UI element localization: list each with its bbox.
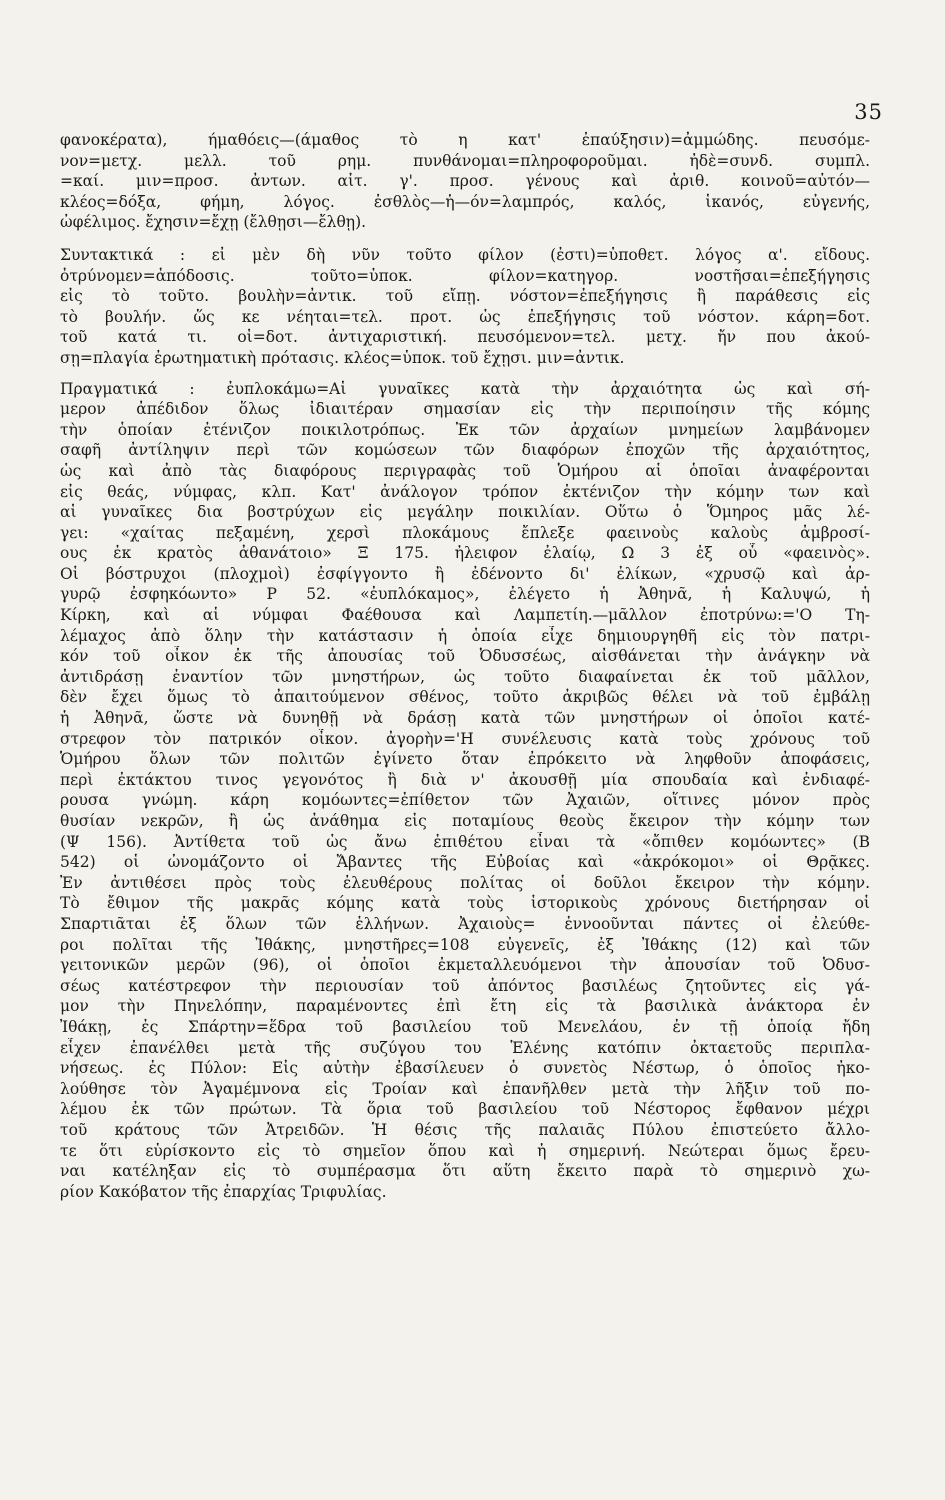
syntax-section (60, 245, 870, 369)
text-line: ροι πολῖται τῆς Ἰθάκης, μνηστῆρες=108 εὐγενεῖς, ἐξ Ἰθάκης (12) καὶ τῶν (60, 935, 870, 954)
text-line: γειτονικῶν μερῶν (96), οἱ ὁποῖοι ἐκμεταλλευόμενοι τὴν ἀπουσίαν τοῦ Ὀδυσ- (60, 956, 870, 975)
text-line: ὀτρύνομεν=ἀπόδοσις. τοῦτο=ὑποκ. φίλον=κατηγορ. νοστῆσαι=ἐπεξήγησις (60, 266, 870, 285)
text-line: φανοκέρατα), ήμαθόεις—(άμαθος τὸ η κατ' ἐπαύξησιν)=ἀμμώδης. πευσόμε- (60, 131, 870, 149)
text-line: εἶχεν ἐπανέλθει μετὰ τῆς συζύγου του Ἑλένης κατόπιν ὀκταετοῦς περιπλα- (60, 1038, 870, 1057)
text-line: Ἰθάκῃ, ἐς Σπάρτην=ἕδρα τοῦ βασιλείου τοῦ Μενελάου, ἐν τῇ ὁποίᾳ ἤδη (60, 1017, 870, 1036)
text-line: ἀντιδράσῃ ἐναντίον τῶν μνηστήρων, ὡς τοῦτο διαφαίνεται ἐκ τοῦ μᾶλλον, (60, 667, 870, 686)
text-line: θυσίαν νεκρῶν, ἢ ὡς ἀνάθημα εἰς ποταμίους θεοὺς ἔκειρον τὴν κόμην των (60, 812, 870, 830)
vocabulary-section (60, 130, 870, 233)
realia-section (60, 379, 870, 1203)
text-line: γυρῷ ἐσφηκόωντο» Ρ 52. «ἐυπλόκαμος», ἐλέγετο ἡ Ἀθηνᾶ, ἡ Καλυψώ, ἡ (60, 585, 870, 604)
text-line: γει: «χαίτας πεξαμένη, χερσὶ πλοκάμους ἔπλεξε φαεινοὺς καλοὺς ἀμβροσί- (60, 523, 870, 542)
text-line: τὸ βουλήν. ὥς κε νέηται=τελ. προτ. ὡς ἐπεξήγησις τοῦ νόστον. κάρη=δοτ. (60, 307, 870, 326)
text-line: αἱ γυναῖκες δια βοστρύχων εἰς μεγάλην ποικιλίαν. Οὕτω ὁ Ὅμηρος μᾶς λέ- (60, 503, 870, 522)
text-line: τοῦ κράτους τῶν Ἀτρειδῶν. Ἡ θέσις τῆς παλαιᾶς Πύλου ἐπιστεύετο ἄλλο- (60, 1120, 870, 1139)
text-line: ἡ Ἀθηνᾶ, ὥστε νὰ δυνηθῇ νὰ δράσῃ κατὰ τῶν μνηστήρων οἱ ὁποῖοι κατέ- (60, 709, 870, 728)
text-line: εἰς τὸ τοῦτο. βουλὴν=ἀντικ. τοῦ εἴπῃ. νόστον=ἐπεξήγησις ἢ παράθεσις εἰς (60, 287, 870, 306)
text-line: Συντακτικά : εἰ μὲν δὴ νῦν τοῦτο φίλον (ἐστι)=ὑποθετ. λόγος α'. εἴδους. (60, 245, 870, 264)
text-line: περὶ ἐκτάκτου τινος γεγονότος ἢ διὰ ν' ἀκουσθῇ μία σπουδαία καὶ ἐνδιαφέ- (60, 770, 870, 789)
text-line: νήσεως. ἐς Πύλον: Εἰς αὐτὴν ἐβασίλευεν ὁ συνετὸς Νέστωρ, ὁ ὁποῖος ἠκο- (60, 1059, 870, 1078)
text-line: Πραγματικά : ἐυπλοκάμω=Αἱ γυναῖκες κατὰ τὴν ἀρχαιότητα ὡς καὶ σή- (60, 379, 870, 398)
text-line: λούθησε τὸν Ἀγαμέμνονα εἰς Τροίαν καὶ ἐπανῆλθεν μετὰ τὴν λῆξιν τοῦ πο- (60, 1079, 870, 1098)
text-line: στρεφον τὸν πατρικόν οἶκον. ἀγορὴν='Η συνέλευσις κατὰ τοὺς χρόνους τοῦ (60, 729, 870, 748)
text-line: ὡς καὶ ἀπὸ τὰς διαφόρους περιγραφὰς τοῦ Ὁμήρου αἱ ὁποῖαι ἀναφέρονται (60, 461, 870, 480)
text-line: Τὸ ἔθιμον τῆς μακρᾶς κόμης κατὰ τοὺς ἱστορικοὺς χρόνους διετήρησαν οἱ (60, 894, 870, 913)
text-line: Ὁμήρου ὅλων τῶν πολιτῶν ἐγίνετο ὅταν ἐπρόκειτο νὰ ληφθοῦν ἀποφάσεις, (60, 750, 870, 769)
text-line: κόν τοῦ οἶκον ἐκ τῆς ἀπουσίας τοῦ Ὀδυσσέως, αἰσθάνεται τὴν ἀνάγκην νὰ (60, 647, 870, 666)
text-line: κλέος=δόξα, φήμη, λόγος. ἐσθλὸς—ἡ—όν=λαμπρός, καλός, ἱκανός, εὐγενής, (60, 192, 870, 211)
text-line: ναι κατέληξαν εἰς τὸ συμπέρασμα ὅτι αὕτη ἔκειτο παρὰ τὸ σημερινὸ χω- (60, 1162, 870, 1181)
text-line: 542) οἱ ὠνομάζοντο οἱ Ἄβαντες τῆς Εὐβοίας καὶ «ἀκρόκομοι» οἱ Θρᾷκες. (60, 853, 870, 872)
text-line: Ἐν ἀντιθέσει πρὸς τοὺς ἐλευθέρους πολίτας οἱ δοῦλοι ἔκειρον τὴν κόμην. (60, 873, 870, 892)
text-line: τὴν ὁποίαν ἐτένιζον ποικιλοτρόπως. Ἐκ τῶν ἀρχαίων μνημείων λαμβάνομεν (60, 420, 870, 439)
text-line: (Ψ 156). Ἀντίθετα τοῦ ὡς ἄνω ἐπιθέτου εἶναι τὰ «ὄπιθεν κομόωντες» (Β (60, 832, 870, 851)
text-line: σαφῆ ἀντίληψιν περὶ τῶν κομώσεων τῶν διαφόρων ἐποχῶν τῆς ἀρχαιότητος, (60, 441, 870, 460)
text-line: εἰς θεάς, νύμφας, κλπ. Κατ' ἀνάλογον τρόπον ἐκτένιζον τὴν κόμην των καὶ (60, 482, 870, 501)
text-line: Οἱ βόστρυχοι (πλοχμοὶ) ἐσφίγγοντο ἢ ἐδένοντο δι' ἐλίκων, «χρυσῷ καὶ ἀρ- (60, 564, 870, 583)
text-line: σέως κατέστρεφον τὴν περιουσίαν τοῦ ἀπόντος βασιλέως ζητοῦντες εἰς γά- (60, 976, 870, 995)
page-number: 35 (854, 100, 883, 124)
text-line: ρίον Κακόβατον τῆς ἐπαρχίας Τριφυλίας. (60, 1182, 387, 1201)
text-line: Κίρκη, καὶ αἱ νύμφαι Φαέθουσα καὶ Λαμπετίη.—μᾶλλον ἐποτρύνω:='Ο Τη- (60, 606, 870, 625)
text-line: μερον ἀπέδιδον ὅλως ἰδιαιτέραν σημασίαν εἰς τὴν περιποίησιν τῆς κόμης (60, 400, 870, 419)
text-line: μον τὴν Πηνελόπην, παραμένοντες ἐπὶ ἔτη εἰς τὰ βασιλικὰ ἀνάκτορα ἐν (60, 997, 870, 1016)
text-line: δὲν ἔχει ὅμως τὸ ἀπαιτούμενον σθένος, τοῦτο ἀκριβῶς θέλει νὰ τοῦ ἐμβάλῃ (60, 688, 870, 707)
text-line: λέμου ἐκ τῶν πρώτων. Τὰ ὅρια τοῦ βασιλείου τοῦ Νέστορος ἔφθανον μέχρι (60, 1100, 870, 1119)
text-line: λέμαχος ἀπὸ ὅλην τὴν κατάστασιν ἡ ὁποία εἶχε δημιουργηθῆ εἰς τὸν πατρι- (60, 626, 870, 645)
text-line: ους ἐκ κρατὸς ἀθανάτοιο» Ξ 175. ἠλειφον ἐλαίῳ, Ω 3 ἐξ οὗ «φαεινὸς». (60, 544, 870, 563)
text-line: Σπαρτιᾶται ἐξ ὅλων τῶν ἑλλήνων. Ἀχαιοὺς= ἐννοοῦνται πάντες οἱ ἐλεύθε- (60, 914, 870, 933)
text-line: =καί. μιν=προσ. ἀντων. αἰτ. γ'. προσ. γένους καὶ ἀριθ. κοινοῦ=αὐτόν— (60, 172, 870, 191)
text-line: τε ὅτι εὑρίσκοντο εἰς τὸ σημεῖον ὅπου καὶ ἡ σημερινή. Νεώτεραι ὅμως ἔρευ- (60, 1141, 870, 1160)
text-line: σῃ=πλαγία ἐρωτηματικὴ πρότασις. κλέος=ὑποκ. τοῦ ἔχῃσι. μιν=ἀντικ. (60, 348, 625, 367)
text-line: ὠφέλιμος. ἔχησιν=ἔχῃ (ἔλθῃσι—ἔλθῃ). (60, 213, 367, 232)
text-line: νον=μετχ. μελλ. τοῦ ρημ. πυνθάνομαι=πληροφοροῦμαι. ἠδὲ=συνδ. συμπλ. (60, 151, 870, 170)
text-line: ρουσα γνώμη. κάρη κομόωντες=ἐπίθετον τῶν Ἀχαιῶν, οἵτινες μόνον πρὸς (60, 791, 870, 810)
text-line: τοῦ κατά τι. οἱ=δοτ. ἀντιχαριστική. πευσόμενον=τελ. μετχ. ἤν που ἀκού- (60, 328, 870, 347)
page-body (60, 130, 870, 1202)
